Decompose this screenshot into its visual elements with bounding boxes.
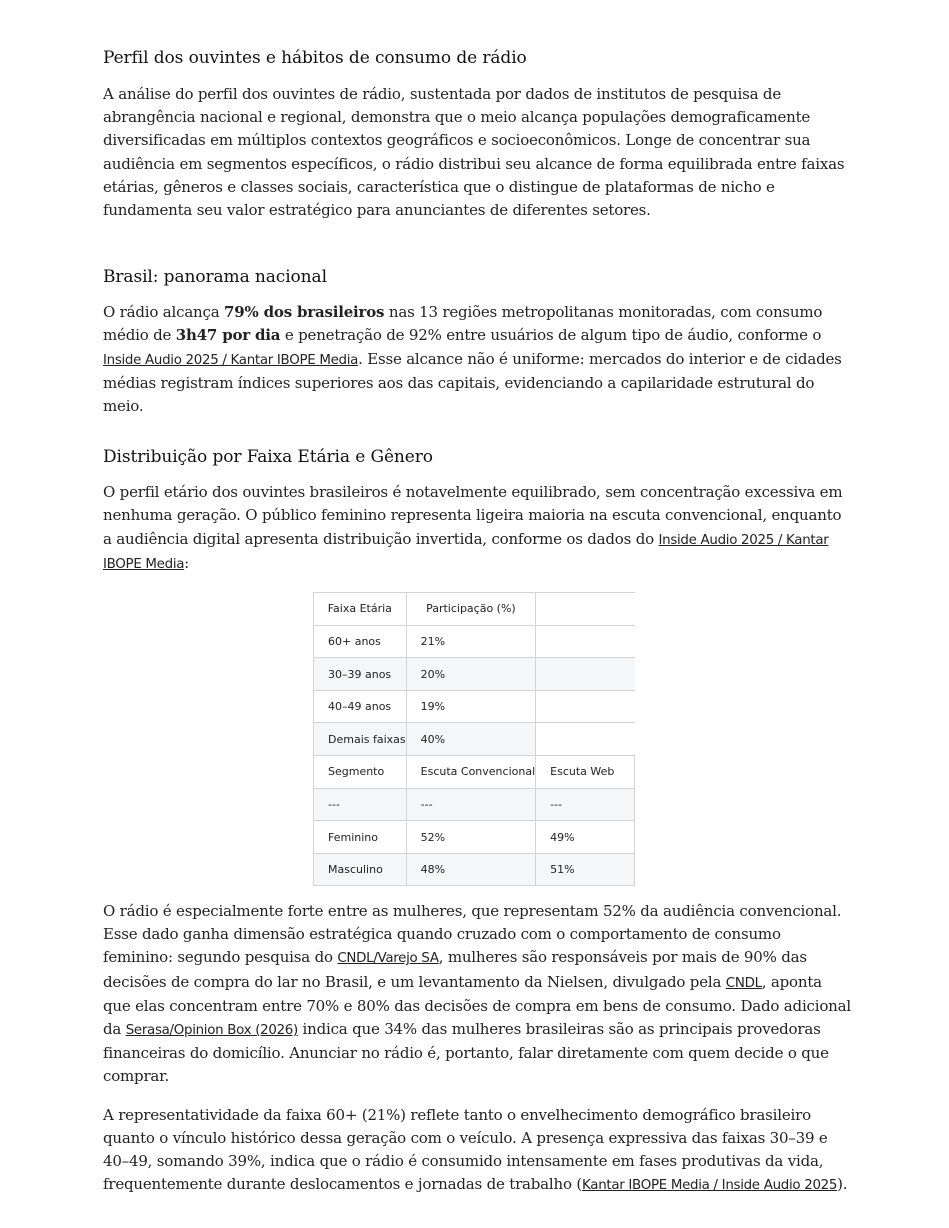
data-table <box>313 592 635 886</box>
link-inside-audio[interactable]: Inside Audio 2025 / Kantar IBOPE Media <box>103 352 359 368</box>
table-cell: 51% <box>536 853 635 886</box>
table-row <box>314 756 635 789</box>
text-run: e penetração de 92% entre usuários de algum tipo de áudio, conforme o <box>280 326 822 345</box>
section-title-perfil: Perfil dos ouvintes e hábitos de consumo de rádio <box>103 48 527 68</box>
table-header-row <box>314 593 635 626</box>
link-cndl-varejo[interactable]: CNDL/Varejo SA <box>337 951 439 967</box>
table-cell: Escuta Web <box>536 756 635 789</box>
table-cell: 49% <box>536 821 635 854</box>
text-run: ). <box>837 1175 848 1194</box>
article <box>103 44 853 1197</box>
table-row <box>314 853 635 886</box>
table-cell: 19% <box>406 690 536 723</box>
link-serasa[interactable]: Serasa/Opinion Box (2026) <box>125 1023 298 1039</box>
table-row <box>314 723 635 756</box>
intro-paragraph: A análise do perfil dos ouvintes de rádio, sustentada por dados de institutos de pesquisa de abrangência nacional e regional, demonstra que o meio alcança populações demograficamente diversificadas em múltiplos contextos geográficos e socioeconômicos. Longe de concentrar sua audiência em segmentos específicos, o rádio distribui seu alcance de forma equilibrada entre faixas etárias, gêneros e classes sociais, característica que o distingue de plataformas de nicho e fundamenta seu valor estratégico para anunciantes de diferentes setores. <box>103 85 845 220</box>
table-cell: 20% <box>406 658 536 691</box>
table-cell: Demais faixas <box>314 723 407 756</box>
text-run: , mulheres são responsáveis por mais de 90% das decisões de compra do lar no Brasil, e um levantamento da Nielsen, divulgado pela <box>103 948 807 991</box>
text-run: : <box>184 553 190 572</box>
text-run: A representatividade da faixa 60+ (21%) reflete tanto o envelhecimento demográfico brasileiro quanto o vínculo histórico dessa geração com o veículo. A presença expressiva das faixas 30–39 e 40–49, somando 39%, indica que o rádio é consumido intensamente em fases produtivas da vida, frequentemente durante deslocamentos e jornadas de trabalho ( <box>103 1105 828 1194</box>
text-run: , aponta que elas concentram entre 70% e 80% das decisões de compra em bens de consumo. Dado adicional da <box>103 972 851 1039</box>
table-cell: Masculino <box>314 853 407 886</box>
highlight-reach: 79% dos brasileiros <box>224 303 385 322</box>
brasil-paragraph <box>103 301 853 418</box>
link-inside-audio-2[interactable]: Inside Audio 2025 / Kantar IBOPE Media <box>103 532 829 572</box>
table-cell: 48% <box>406 853 536 886</box>
table-cell-empty <box>536 690 635 723</box>
table-cell: 30–39 anos <box>314 658 407 691</box>
highlight-time: 3h47 por dia <box>175 326 281 345</box>
table-row <box>314 821 635 854</box>
section-title-brasil: Brasil: panorama nacional <box>103 267 327 288</box>
table-cell-empty <box>536 625 635 658</box>
table-header-cell: Faixa Etária <box>314 593 407 626</box>
data-table-wrapper[interactable] <box>313 592 635 886</box>
age-paragraph <box>103 1104 853 1198</box>
link-kantar-ibope[interactable]: Kantar IBOPE Media / Inside Audio 2025 <box>582 1178 838 1194</box>
table-row <box>314 625 635 658</box>
table-cell: 52% <box>406 821 536 854</box>
table-cell: --- <box>314 788 407 821</box>
table-cell: 21% <box>406 625 536 658</box>
text-run: nas 13 regiões metropolitanas monitoradas, com consumo médio de <box>103 303 823 345</box>
section-title-distribuicao: Distribuição por Faixa Etária e Gênero <box>103 447 433 468</box>
table-cell: Segmento <box>314 756 407 789</box>
link-cndl[interactable]: CNDL <box>725 975 762 991</box>
table-cell: --- <box>406 788 536 821</box>
text-run: . Esse alcance não é uniforme: mercados do interior e de cidades médias registram índices superiores aos das capitais, evidenciando a capilaridade estrutural do meio. <box>103 349 842 416</box>
table-cell: Escuta Convencional <box>406 756 536 789</box>
table-cell: Feminino <box>314 821 407 854</box>
table-cell: 40–49 anos <box>314 690 407 723</box>
distribuicao-paragraph <box>103 481 853 576</box>
table-header-cell <box>536 593 635 626</box>
text-run: indica que 34% das mulheres brasileiras são as principais provedoras financeiras do domicílio. Anunciar no rádio é, portanto, falar diretamente com quem decide o que comprar. <box>103 1020 829 1086</box>
table-cell-empty <box>536 658 635 691</box>
text-run: O rádio alcança <box>103 303 225 322</box>
table-cell-empty <box>536 723 635 756</box>
table-cell: 60+ anos <box>314 625 407 658</box>
table-header-cell: Participação (%) <box>406 593 536 626</box>
women-paragraph <box>103 900 853 1089</box>
table-cell: --- <box>536 788 635 821</box>
table-row <box>314 690 635 723</box>
table-row <box>314 788 635 821</box>
table-row <box>314 658 635 691</box>
text-run: O rádio é especialmente forte entre as mulheres, que representam 52% da audiência convencional. Esse dado ganha dimensão estratégica quando cruzado com o comportamento de consumo feminino: segundo pesquisa do <box>103 902 842 967</box>
text-run: O perfil etário dos ouvintes brasileiros é notavelmente equilibrado, sem concentração excessiva em nenhuma geração. O público feminino representa ligeira maioria na escuta convencional, enquanto a audiência digital apresenta distribuição invertida, conforme os dados do <box>103 483 843 548</box>
table-cell: 40% <box>406 723 536 756</box>
